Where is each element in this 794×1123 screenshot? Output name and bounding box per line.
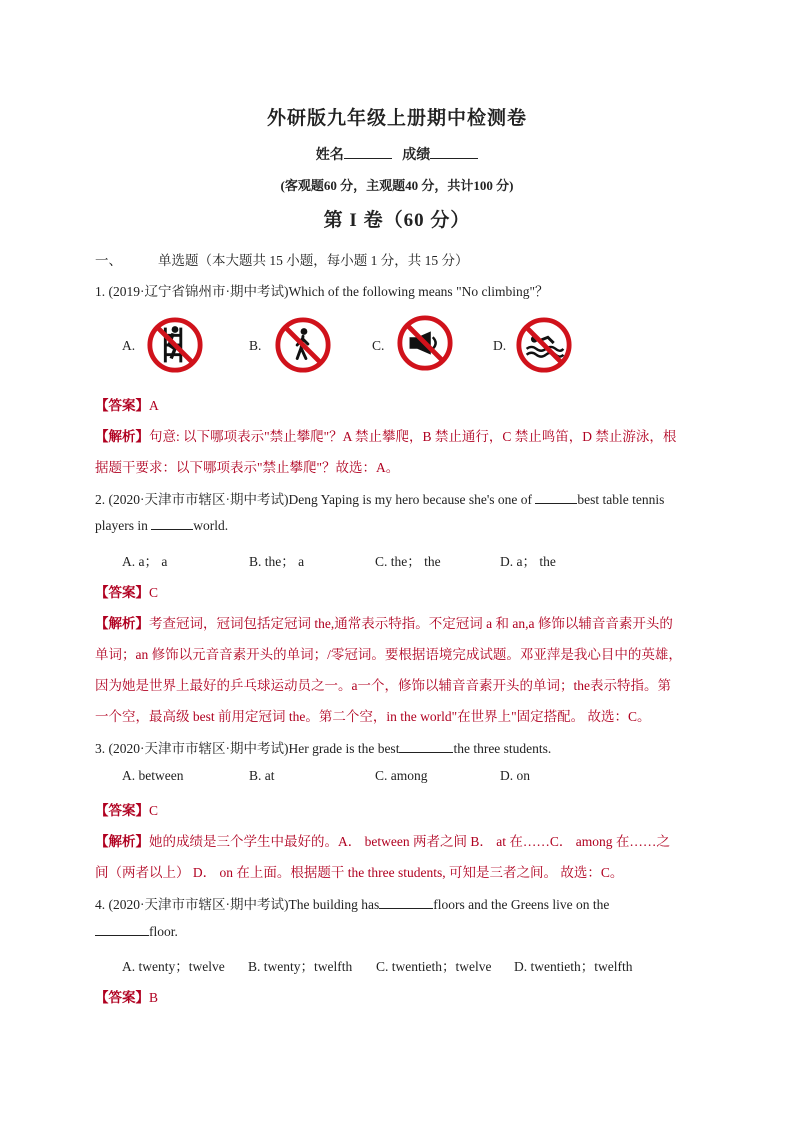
q3-blank[interactable] <box>399 741 453 753</box>
no-horn-sign-icon[interactable] <box>396 314 454 372</box>
q1-analysis-text-1: 句意: 以下哪项表示"禁止攀爬"？A 禁止攀爬，B 禁止通行，C 禁止鸣笛，D 禁止游泳，根 <box>149 429 677 444</box>
q3-stem-text-2: the three students. <box>453 741 552 756</box>
q2-stem-line-2 <box>95 518 228 534</box>
q1-analysis-line-2: 据题干要求：以下哪项表示"禁止攀爬"？故选：A。 <box>95 460 400 475</box>
q2-option-b[interactable]: B. the； a <box>249 554 305 569</box>
q4-option-c[interactable]: C. twentieth；twelve <box>376 959 492 974</box>
q3-option-c[interactable]: C. among <box>375 768 428 783</box>
score-label: 成绩 <box>402 148 431 163</box>
q1-analysis-line-1 <box>95 425 676 445</box>
analysis-tag: 【解析】 <box>95 429 149 444</box>
q4-answer <box>95 986 158 1006</box>
q2-stem-text-1: 2. (2020·天津市市辖区·期中考试)Deng Yaping is my hero because she's one of <box>95 492 536 507</box>
q2-stem-text-2: best table tennis <box>577 492 665 507</box>
answer-tag: 【答案】 <box>95 990 149 1005</box>
score-note: (客观题60 分，主观题40 分，共计100 分) <box>280 178 514 193</box>
q3-analysis-line-2: 间（两者以上） D． on 在上面。根据题干 the three students, 可知是三者之间。 故选：C。 <box>95 865 624 880</box>
q3-analysis-line-1 <box>95 830 670 850</box>
page-title: 外研版九年级上册期中检测卷 <box>266 108 527 129</box>
q2-analysis-line-4: 一个空，最高级 best 前用定冠词 the。第二个空，in the world"在世界上"固定搭配。 故选：C。 <box>95 709 651 724</box>
q2-analysis-line-2: 单词；an 修饰以元音音素开头的单词；/零冠词。要根据语境完成试题。邓亚萍是我心目中的英雄， <box>95 647 682 662</box>
score-blank[interactable] <box>430 146 478 159</box>
q2-stem-text-3: players in <box>95 518 152 533</box>
q1-option-c-label: C. <box>372 338 385 353</box>
no-walking-sign-icon[interactable] <box>274 316 332 374</box>
analysis-tag: 【解析】 <box>95 616 149 631</box>
q1-option-b-label: B. <box>249 338 262 353</box>
q1-answer-value: A <box>149 398 159 413</box>
no-swimming-sign-icon[interactable] <box>515 316 573 374</box>
q2-answer <box>95 581 158 601</box>
q2-analysis-line-3: 因为她是世界上最好的乒乓球运动员之一。a一个，修饰以辅音音素开头的单词；the表示特指。第 <box>95 678 671 693</box>
q3-option-b[interactable]: B. at <box>249 768 275 783</box>
q4-option-b[interactable]: B. twenty；twelfth <box>248 959 353 974</box>
name-score-row <box>0 144 794 164</box>
no-climbing-sign-icon[interactable] <box>146 316 204 374</box>
q3-stem <box>95 737 551 757</box>
q4-stem-text-1: 4. (2020·天津市市辖区·期中考试)The building has <box>95 897 380 912</box>
q4-stem-text-3: floor. <box>149 924 178 939</box>
section-text: 单选题（本大题共 15 小题，每小题 1 分，共 15 分） <box>158 253 469 268</box>
q3-option-d[interactable]: D. on <box>500 768 530 783</box>
q1-stem: 1. (2019·辽宁省锦州市·期中考试)Which of the following means "No climbing"？ <box>95 284 549 299</box>
q3-answer-value: C <box>149 803 159 818</box>
q1-answer <box>95 394 159 414</box>
name-label: 姓名 <box>315 148 344 163</box>
q2-option-a[interactable]: A. a； a <box>122 554 168 569</box>
answer-tag: 【答案】 <box>95 398 149 413</box>
name-blank[interactable] <box>344 146 392 159</box>
q2-option-d[interactable]: D. a； the <box>500 554 556 569</box>
q4-stem-line-2 <box>95 924 178 940</box>
q2-analysis-text-1: 考查冠词，冠词包括定冠词 the,通常表示特指。不定冠词 a 和 an,a 修饰以辅音音素开头的 <box>149 616 673 631</box>
volume-title: 第 I 卷（60 分） <box>323 210 471 231</box>
q2-answer-value: C <box>149 585 159 600</box>
section-number: 一、 <box>95 253 122 268</box>
q4-stem-text-2: floors and the Greens live on the <box>433 897 610 912</box>
q3-answer <box>95 799 158 819</box>
q3-analysis-text-1: 她的成绩是三个学生中最好的。A． between 两者之间 B． at 在……C． among 在……之 <box>149 834 670 849</box>
q3-stem-text-1: 3. (2020·天津市市辖区·期中考试)Her grade is the best <box>95 741 400 756</box>
q2-blank-1[interactable] <box>535 492 577 504</box>
q4-blank-1[interactable] <box>379 897 433 909</box>
q4-stem-line-1 <box>95 893 700 913</box>
q2-option-c[interactable]: C. the； the <box>375 554 441 569</box>
section-header <box>95 249 469 269</box>
answer-tag: 【答案】 <box>95 585 149 600</box>
q4-option-a[interactable]: A. twenty；twelve <box>122 959 225 974</box>
q2-analysis-line-1 <box>95 612 673 632</box>
q3-option-a[interactable]: A. between <box>122 768 184 783</box>
q2-stem-text-4: world. <box>193 518 229 533</box>
q1-option-a-label: A. <box>122 338 136 353</box>
q4-option-d[interactable]: D. twentieth；twelfth <box>514 959 633 974</box>
q4-answer-value: B <box>149 990 159 1005</box>
q2-stem-line-1 <box>95 488 664 508</box>
analysis-tag: 【解析】 <box>95 834 149 849</box>
q2-blank-2[interactable] <box>151 518 193 530</box>
q1-option-d-label: D. <box>493 338 507 353</box>
answer-tag: 【答案】 <box>95 803 149 818</box>
q4-blank-2[interactable] <box>95 924 149 936</box>
